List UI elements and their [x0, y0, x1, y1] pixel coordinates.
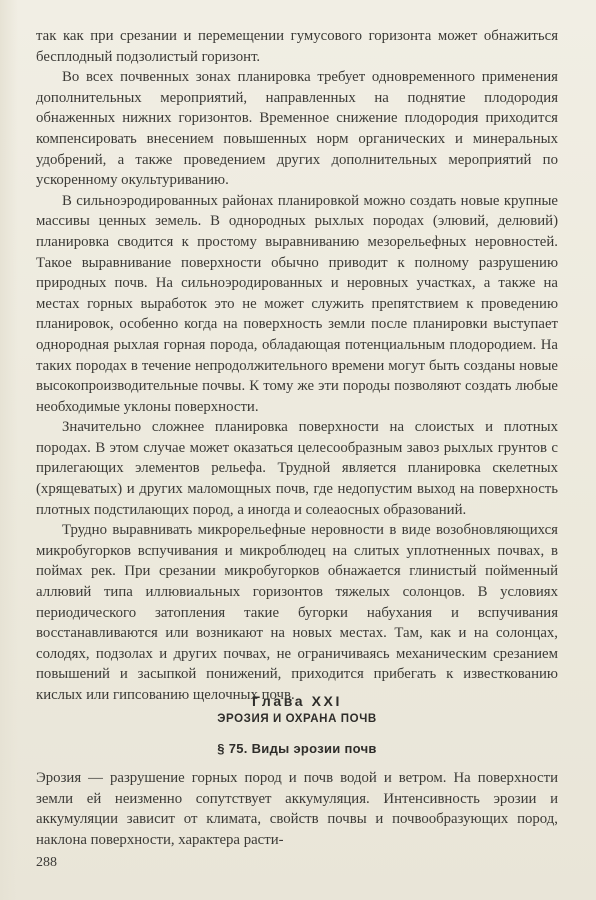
paragraph-2: Во всех почвенных зонах планировка требует одновременного применения дополнительных мероприятий, направленных на поднятие плодородия обнаженных нижних горизонтов. Временное снижение плодородия приходится компенсировать внесением повышенных норм органических и минеральных удобрений, а также проведением других дополнительных мероприятий по ускоренному окультуриванию. — [36, 69, 558, 189]
section-paragraph: Эрозия — разрушение горных пород и почв водой и ветром. На поверхности земли ей неизменно сопутствует аккумуляция. Интенсивность эрозии и аккумуляции зависит от климата, свойств почвы и почвообразующих пород, наклона поверхности, характера расти- — [36, 770, 558, 848]
section-title: § 75. Виды эрозии почв — [217, 741, 377, 756]
page-number: 288 — [36, 855, 57, 870]
paragraph-5: Трудно выравнивать микрорельефные неровности в виде возобновляющихся микробугорков вспучивания и микроблюдец на слитых уплотненных почвах, в поймах рек. При срезании микробугорков обнажается глинистый пойменный аллювий типа иллювиальных горизонтов тяжелых солонцов. В условиях периодического затопления такие бугорки набухания и вспучивания восстанавливаются или возникают на новых местах. Там, как и на солонцах, солодях, подзолах и других почвах, не ограничиваясь механическим срезанием повышений и засыпкой понижений, приходится прибегать к известкованию кислых или гипсованию щелочных почв. — [36, 522, 558, 703]
chapter-title: ЭРОЗИЯ И ОХРАНА ПОЧВ — [217, 713, 377, 725]
paragraph-3: В сильноэродированных районах планировкой можно создать новые крупные массивы ценных земель. В однородных рыхлых породах (элювий, делювий) планировка сводится к простому выравниванию мезорельефных неровностей. Такое выравнивание поверхности обычно приводит к полному разрушению природных почв. На сильноэродированных и неровных участках, а также на местах горных выработок это не может служить препятствием к проведению планировок, особенно когда на поверхность земли после планировки выступает однородная рыхлая горная порода, обладающая потенциальным плодородием. На таких породах в течение непродолжительного времени могут быть созданы новые высокопроизводительные почвы. К тому же эти породы позволяют создать любые необходимые уклоны поверхности. — [36, 192, 558, 415]
section-body — [36, 768, 558, 850]
page-edge-shadow — [0, 0, 18, 900]
paragraph-continuation: так как при срезании и перемещении гумусового горизонта может обнажиться бесплодный подзолистый горизонт. — [36, 28, 558, 65]
chapter-label: Глава XXI — [252, 693, 342, 709]
paragraph-4: Значительно сложнее планировка поверхности на слоистых и плотных породах. В этом случае может оказаться целесообразным завоз рыхлых грунтов с прилегающих элементов рельефа. Трудной является планировка скелетных (хрящеватых) и других маломощных почв, где недопустим выход на поверхность плотных подстилающих пород, а иногда и солеаосных образований. — [36, 419, 558, 518]
body-text — [36, 26, 558, 706]
